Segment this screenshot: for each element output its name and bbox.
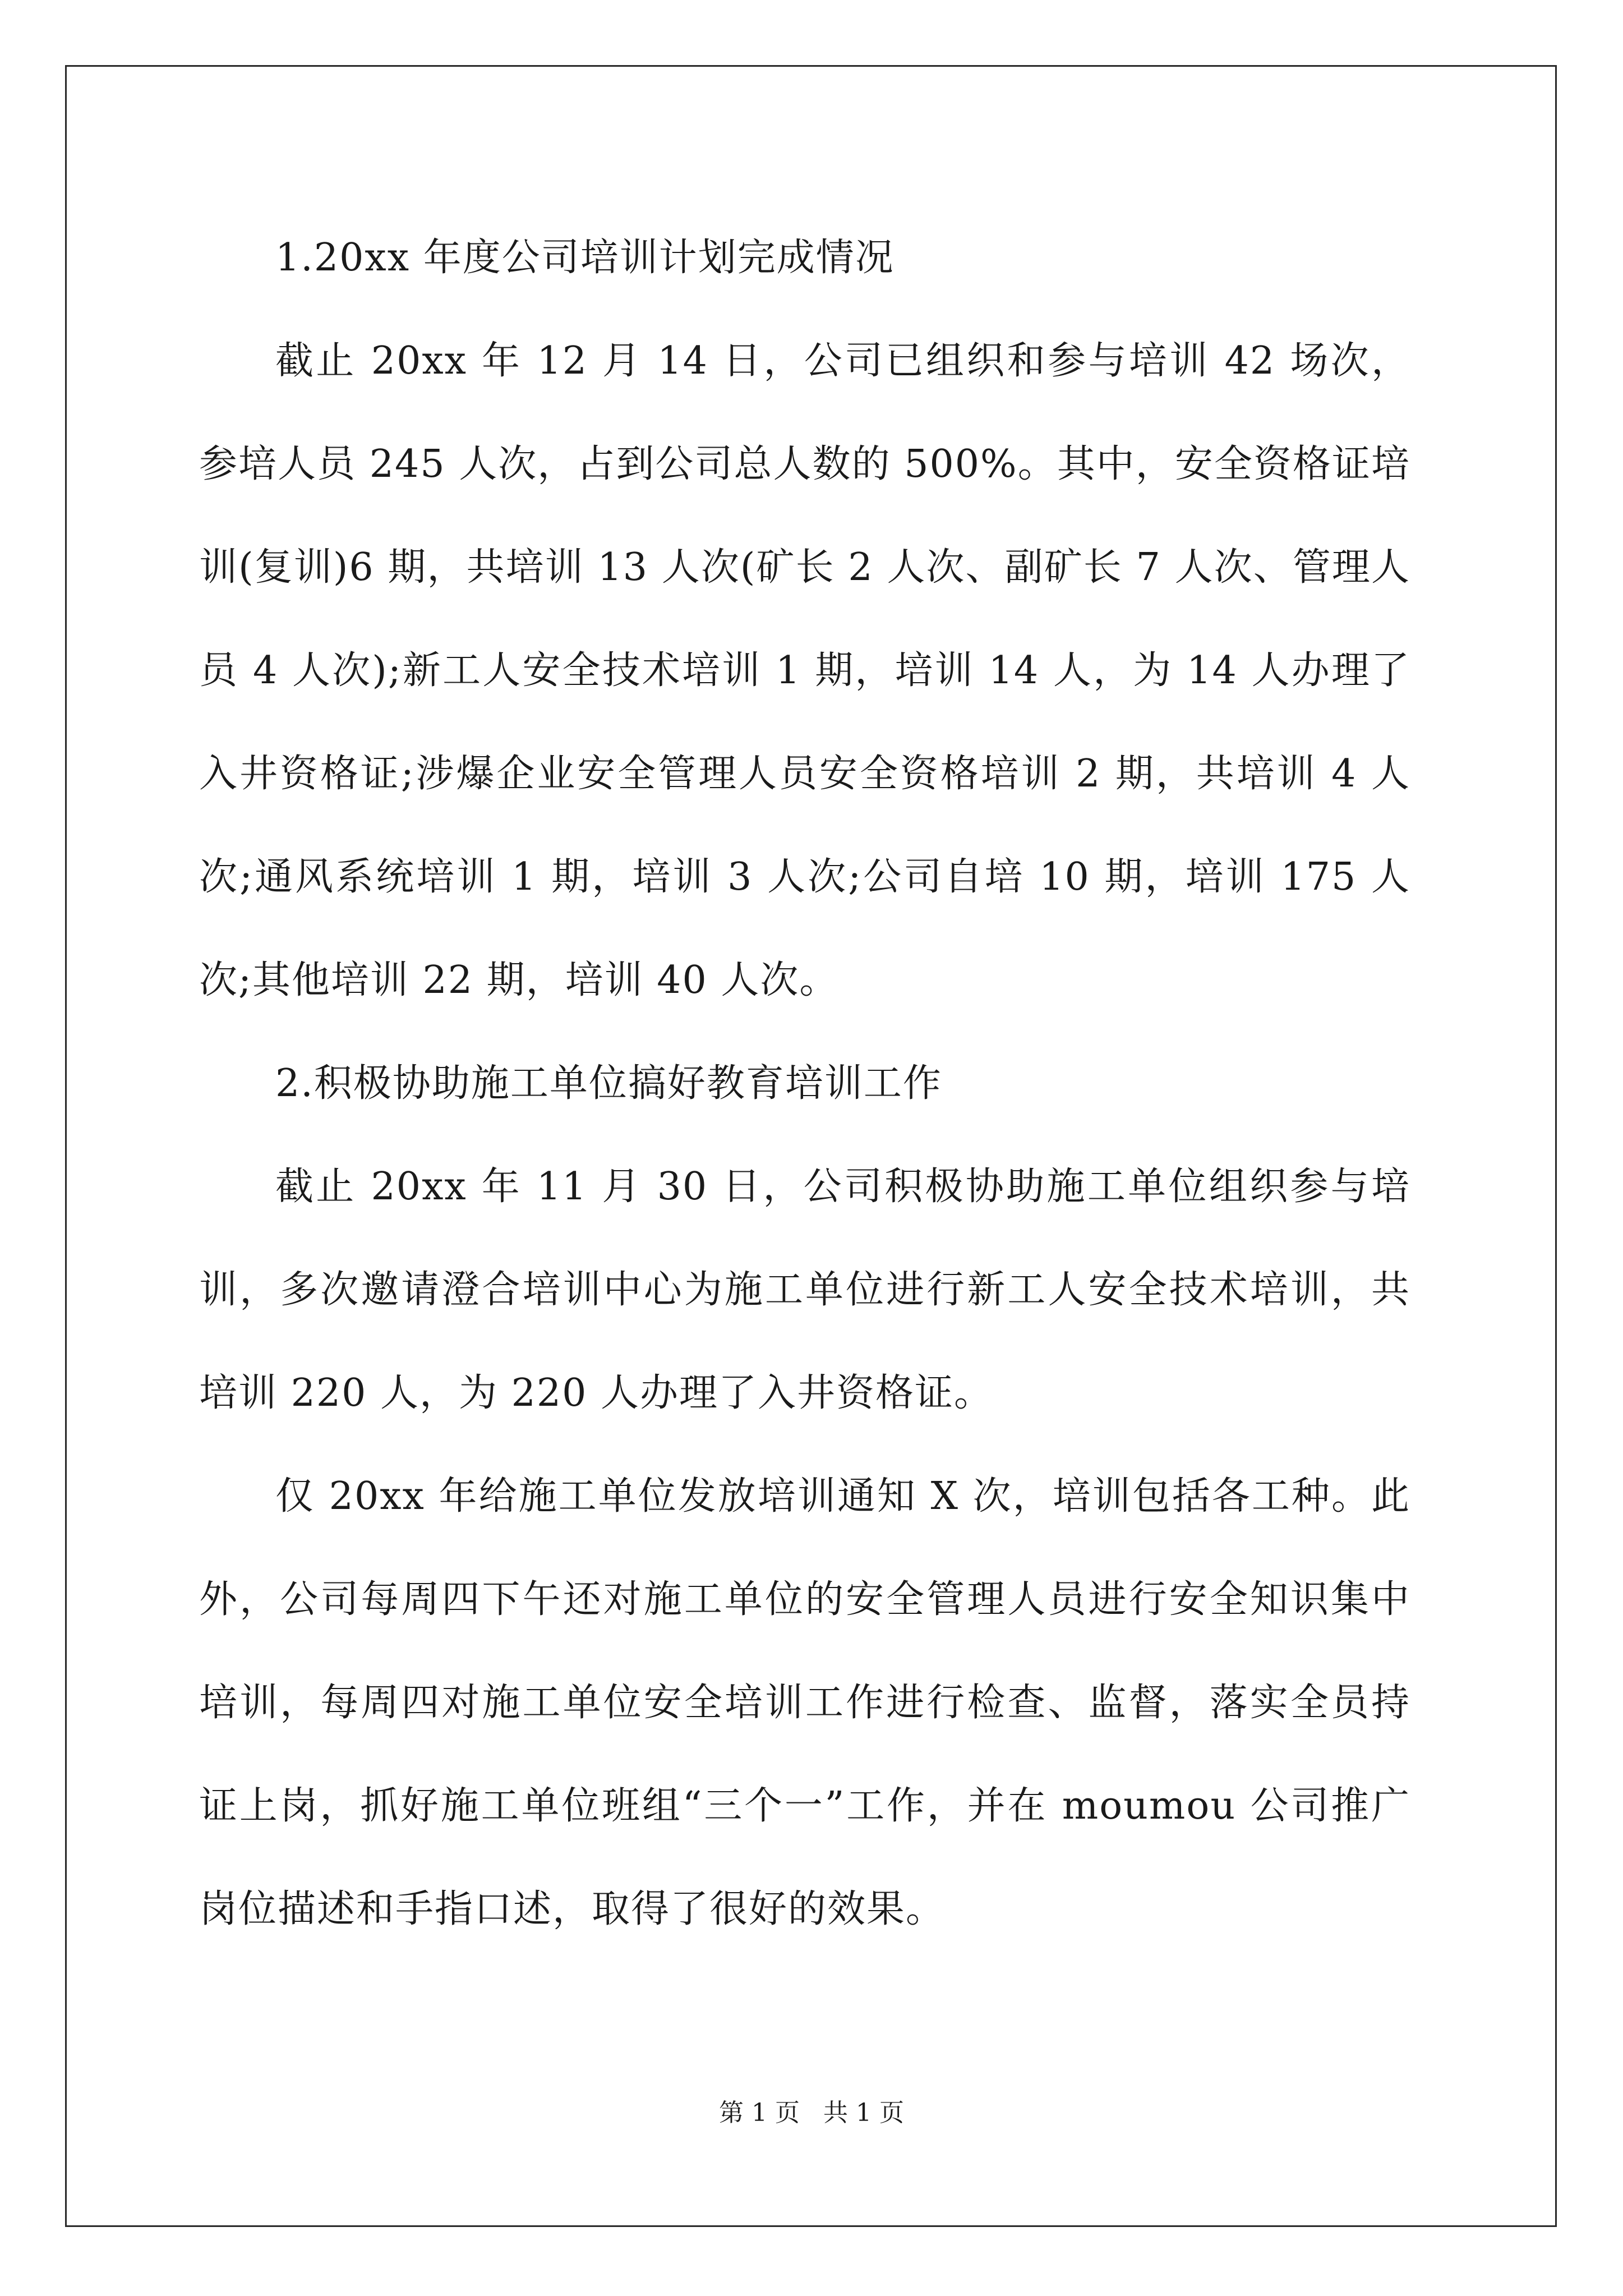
page-footer [0, 2092, 1623, 2128]
page-number: 第 1 页 [719, 2099, 800, 2127]
section-1-heading: 1.20xx 年度公司培训计划完成情况 [275, 236, 895, 280]
page-total: 共 1 页 [823, 2099, 904, 2127]
section-2-heading: 2.积极协助施工单位搞好教育培训工作 [275, 1061, 942, 1106]
section-2-paragraph-1: 截止 20xx 年 11 月 30 日，公司积极协助施工单位组织参与培训，多次邀请澄合培训中心为施工单位进行新工人安全技术培训，共培训 220 人，为 220 人办理了入井资格证。 [199, 1165, 1410, 1415]
section-1-paragraph-1: 截止 20xx 年 12 月 14 日，公司已组织和参与培训 42 场次，参培人员 245 人次，占到公司总人数的 500%。其中，安全资格证培训(复训)6 期，共培训 13 人次(矿长 2 人次、副矿长 7 人次、管理人员 4 人次);新工人安全技术培训 1 期，培训 14 人，为 14 人办理了入井资格证;涉爆企业安全管理人员安全资格培训 2 期，共培训 4 人次;通风系统培训 1 期，培训 3 人次;公司自培 10 期，培训 175 人次;其他培训 22 期，培训 40 人次。 [199, 339, 1410, 1002]
section-2-paragraph-2: 仅 20xx 年给施工单位发放培训通知 X 次，培训包括各工种。此外，公司每周四下午还对施工单位的安全管理人员进行安全知识集中培训，每周四对施工单位安全培训工作进行检查、监督，落实全员持证上岗，抓好施工单位班组“三个一”工作，并在 moumou 公司推广岗位描述和手指口述，取得了很好的效果。 [199, 1474, 1410, 1931]
document-body [199, 206, 1410, 1961]
